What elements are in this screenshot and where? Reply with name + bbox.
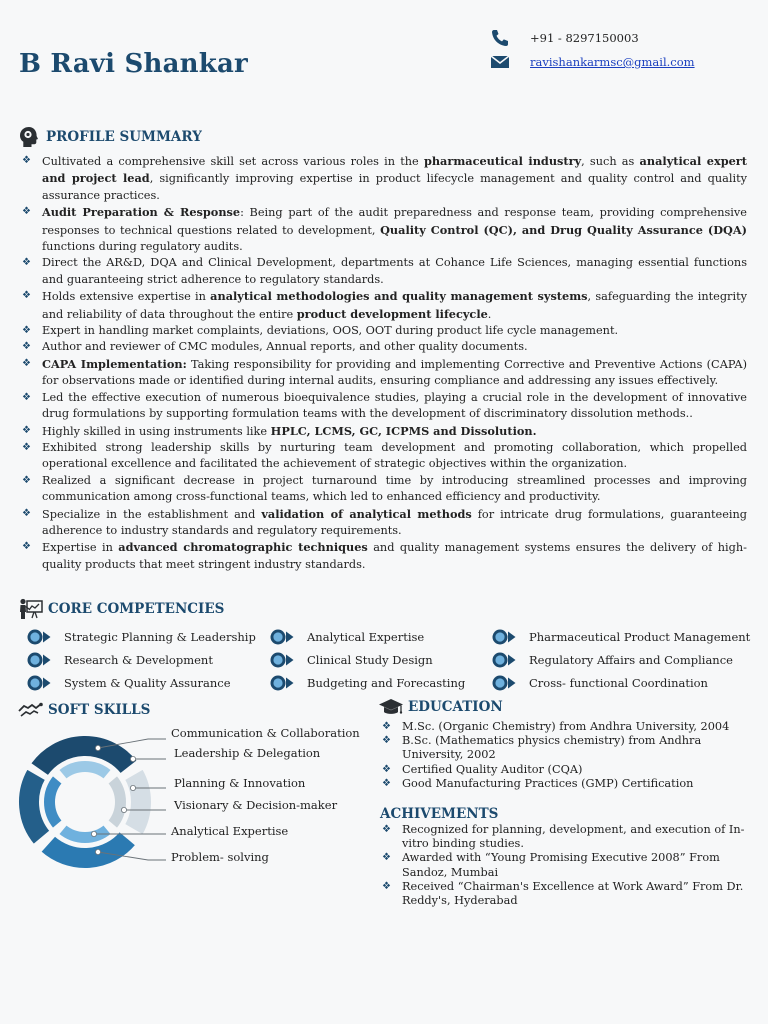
body-text: Realized a significant decrease in project turnaround time by introducing streamlined processes and improving communication among cross-functional teams, which led to enhanced efficiency and productivity.: [42, 473, 747, 504]
diamond-bullet-icon: ❖: [382, 735, 391, 747]
soft-skill-label: Leadership & Delegation: [174, 746, 321, 760]
highlight-text: Quality Control (QC), and Drug Quality Assurance (DQA): [380, 222, 747, 237]
diamond-bullet-icon: ❖: [22, 341, 31, 353]
diamond-bullet-icon: ❖: [382, 880, 391, 892]
diamond-bullet-icon: ❖: [22, 474, 31, 486]
achievements-item: [380, 851, 750, 879]
arrow-circle-icon: [26, 628, 52, 646]
arrow-circle-icon: [269, 674, 295, 692]
diamond-bullet-icon: ❖: [382, 777, 391, 789]
highlight-text: pharmaceutical industry: [423, 154, 582, 168]
profile-summary-list: [20, 153, 747, 573]
diamond-bullet-icon: ❖: [22, 441, 31, 453]
competency-label: Pharmaceutical Product Management: [529, 630, 751, 644]
highlight-text: Audit Preparation & Response: [42, 205, 241, 220]
education-item: [380, 763, 750, 777]
arrow-circle-icon: [269, 651, 295, 669]
wheel-outer-segment: [124, 769, 152, 836]
body-text: .: [487, 307, 492, 321]
diamond-bullet-icon: ❖: [22, 257, 31, 269]
highlight-text: analytical expert and project lead: [42, 154, 747, 186]
wheel-segments: [18, 735, 152, 869]
education-title: EDUCATION: [408, 699, 503, 715]
body-text: Expert in handling market complaints, deviations, OOS, OOT during product life cycle management.: [42, 324, 619, 338]
profile-summary-item: [20, 356, 747, 390]
soft-skill-label: Analytical Expertise: [171, 824, 289, 838]
education-text: Certified Quality Auditor (CQA): [402, 762, 583, 776]
leader-dot: [130, 756, 135, 761]
competency-item: [491, 627, 750, 647]
body-text: functions during regulatory audits.: [42, 240, 243, 254]
competency-label: Research & Development: [64, 653, 213, 667]
profile-summary-item: [20, 323, 747, 339]
email-row: [490, 50, 695, 74]
achievements-text: Awarded with “Young Promising Executive 2008” From Sandoz, Mumbai: [402, 851, 720, 879]
highlight-text: product development lifecycle: [296, 306, 488, 321]
achievements-title: ACHIVEMENTS: [380, 806, 499, 822]
profile-summary-item: [20, 339, 747, 355]
profile-summary-item: [20, 288, 747, 323]
diamond-bullet-icon: ❖: [382, 721, 391, 732]
body-text: , safeguarding the integrity and reliability of data throughout the entire: [42, 290, 747, 321]
profile-summary-item: [20, 390, 747, 423]
highlight-text: advanced chromatographic techniques: [118, 540, 368, 555]
education-list: [380, 720, 750, 791]
education-text: Good Manufacturing Practices (GMP) Certification: [402, 776, 694, 790]
head-gears-icon: [18, 126, 40, 148]
handshake-chart-icon: [18, 702, 44, 718]
achievements-block: [380, 823, 750, 908]
diamond-bullet-icon: ❖: [22, 290, 31, 302]
education-heading: [378, 697, 503, 717]
soft-skill-label: Planning & Innovation: [174, 776, 306, 790]
soft-skill-label: Visionary & Decision-maker: [174, 798, 338, 812]
core-competencies-title: CORE COMPETENCIES: [48, 601, 225, 617]
achievements-list: [380, 823, 750, 908]
achievements-text: Recognized for planning, development, and execution of In-vitro binding studies.: [402, 823, 745, 851]
education-item: [380, 734, 750, 762]
profile-summary-item: [20, 473, 747, 506]
competency-item: [491, 650, 733, 670]
diamond-bullet-icon: ❖: [22, 206, 31, 218]
envelope-icon: [490, 53, 510, 71]
body-text: Author and reviewer of CMC modules, Annual reports, and other quality documents.: [42, 340, 528, 354]
body-text: for intricate drug formulations, guaranteeing adherence to industry standards and regulatory requirements.: [42, 507, 747, 537]
diamond-bullet-icon: ❖: [22, 357, 31, 369]
profile-summary-item: [20, 204, 747, 255]
competency-label: Strategic Planning & Leadership: [64, 630, 256, 644]
email-link[interactable]: ravishankarmsc@gmail.com: [530, 55, 695, 69]
highlight-text: HPLC, LCMS, GC, ICPMS and Dissolution.: [270, 423, 537, 438]
leader-dot: [91, 831, 96, 836]
achievements-heading: [380, 806, 498, 822]
body-text: : Being part of the audit preparedness and response team, providing comprehensive responses to technical questions related to development,: [42, 206, 747, 237]
competency-label: Budgeting and Forecasting: [307, 676, 466, 690]
education-item: [380, 720, 750, 734]
education-text: B.Sc. (Mathematics physics chemistry) from Andhra University, 2002: [402, 734, 702, 762]
soft-skills-title: SOFT SKILLS: [48, 702, 151, 718]
achievements-item: [380, 823, 750, 851]
diamond-bullet-icon: ❖: [382, 852, 391, 864]
diamond-bullet-icon: ❖: [22, 424, 31, 436]
wheel-inner-segment: [58, 760, 112, 780]
profile-summary-item: [20, 423, 747, 440]
competency-item: [269, 627, 424, 647]
diamond-bullet-icon: ❖: [22, 155, 31, 166]
arrow-circle-icon: [26, 651, 52, 669]
profile-summary-item: [20, 440, 747, 473]
body-text: Specialize in the establishment and: [42, 507, 262, 521]
achievements-text: Received “Chairman's Excellence at Work Award” From Dr. Reddy's, Hyderabad: [402, 879, 744, 908]
arrow-circle-icon: [491, 628, 517, 646]
diamond-bullet-icon: ❖: [382, 763, 391, 775]
arrow-circle-icon: [26, 674, 52, 692]
arrow-circle-icon: [491, 674, 517, 692]
achievements-item: [380, 880, 750, 908]
body-text: Holds extensive expertise in: [42, 290, 211, 304]
wheel-inner-segment: [107, 775, 127, 829]
competency-label: Analytical Expertise: [307, 630, 425, 644]
soft-skill-label: Communication & Collaboration: [171, 726, 360, 740]
candidate-name: B Ravi Shankar: [19, 49, 248, 79]
contact-block: [490, 26, 695, 74]
competency-item: [491, 673, 708, 693]
phone-row: [490, 26, 695, 50]
body-text: Highly skilled in using instruments like: [42, 424, 271, 438]
body-text: Cultivated a comprehensive skill set across various roles in the: [42, 155, 424, 168]
competency-item: [26, 650, 213, 670]
diamond-bullet-icon: ❖: [382, 824, 391, 835]
graduation-cap-icon: [378, 697, 404, 717]
competency-label: Clinical Study Design: [307, 653, 433, 667]
body-text: and quality management systems ensures the delivery of high-quality products that meet stringent industry standards.: [42, 541, 747, 571]
education-text: M.Sc. (Organic Chemistry) from Andhra University, 2004: [402, 720, 730, 733]
body-text: , significantly improving expertise in product lifecycle management and quality control and quality assurance practices.: [42, 172, 747, 202]
profile-summary-title: PROFILE SUMMARY: [46, 129, 202, 145]
arrow-circle-icon: [491, 651, 517, 669]
highlight-text: CAPA Implementation:: [42, 356, 187, 371]
wheel-inner-segment: [43, 775, 63, 829]
education-item: [380, 777, 750, 791]
profile-summary-heading: [18, 126, 202, 148]
competency-label: System & Quality Assurance: [64, 676, 231, 690]
body-text: Taking responsibility for providing and implementing Corrective and Preventive Actions (CAPA) for observations made or identified during internal audits, ensuring compliance and addressing any issues effectively.: [42, 357, 747, 388]
body-text: Direct the AR&D, DQA and Clinical Development, departments at Cohance Life Sciences, managing essential functions and guaranteeing strict adherence to regulatory standards.: [42, 256, 747, 286]
education-block: [380, 720, 750, 791]
body-text: Exhibited strong leadership skills by nurturing team development and promoting collaboration, which propelled operational excellence and facilitated the achievement of strategic objectives within the organization.: [42, 440, 747, 471]
phone-icon: [490, 29, 510, 47]
core-competencies-heading: [18, 598, 224, 620]
soft-skills-heading: [18, 702, 150, 718]
phone-number: +91 - 8297150003: [530, 31, 639, 45]
profile-summary-item: [20, 255, 747, 288]
competency-item: [26, 627, 256, 647]
diamond-bullet-icon: ❖: [22, 541, 31, 553]
body-text: , such as: [581, 155, 640, 168]
highlight-text: analytical methodologies and quality management systems: [210, 289, 588, 304]
competency-label: Regulatory Affairs and Compliance: [529, 653, 733, 667]
presentation-icon: [18, 598, 44, 620]
competency-item: [26, 673, 231, 693]
leader-dot: [130, 785, 135, 790]
body-text: Led the effective execution of numerous bioequivalence studies, playing a crucial role in the development of innovative drug formulations by supporting formulation teams with the development of discriminatory dissolution methods..: [42, 390, 747, 421]
competency-label: Cross- functional Coordination: [529, 676, 708, 690]
leader-dot: [95, 849, 100, 854]
diamond-bullet-icon: ❖: [22, 391, 31, 403]
profile-summary-item: [20, 506, 747, 540]
soft-skill-label: Problem- solving: [171, 850, 269, 864]
arrow-circle-icon: [269, 628, 295, 646]
body-text: Expertise in: [42, 541, 119, 555]
competency-item: [269, 673, 465, 693]
profile-summary-item: [20, 539, 747, 573]
diamond-bullet-icon: ❖: [22, 325, 31, 337]
leader-dot: [121, 807, 126, 812]
diamond-bullet-icon: ❖: [22, 507, 31, 519]
competency-item: [269, 650, 433, 670]
highlight-text: validation of analytical methods: [261, 506, 472, 521]
profile-summary-item: [20, 153, 747, 204]
leader-dot: [95, 745, 100, 750]
